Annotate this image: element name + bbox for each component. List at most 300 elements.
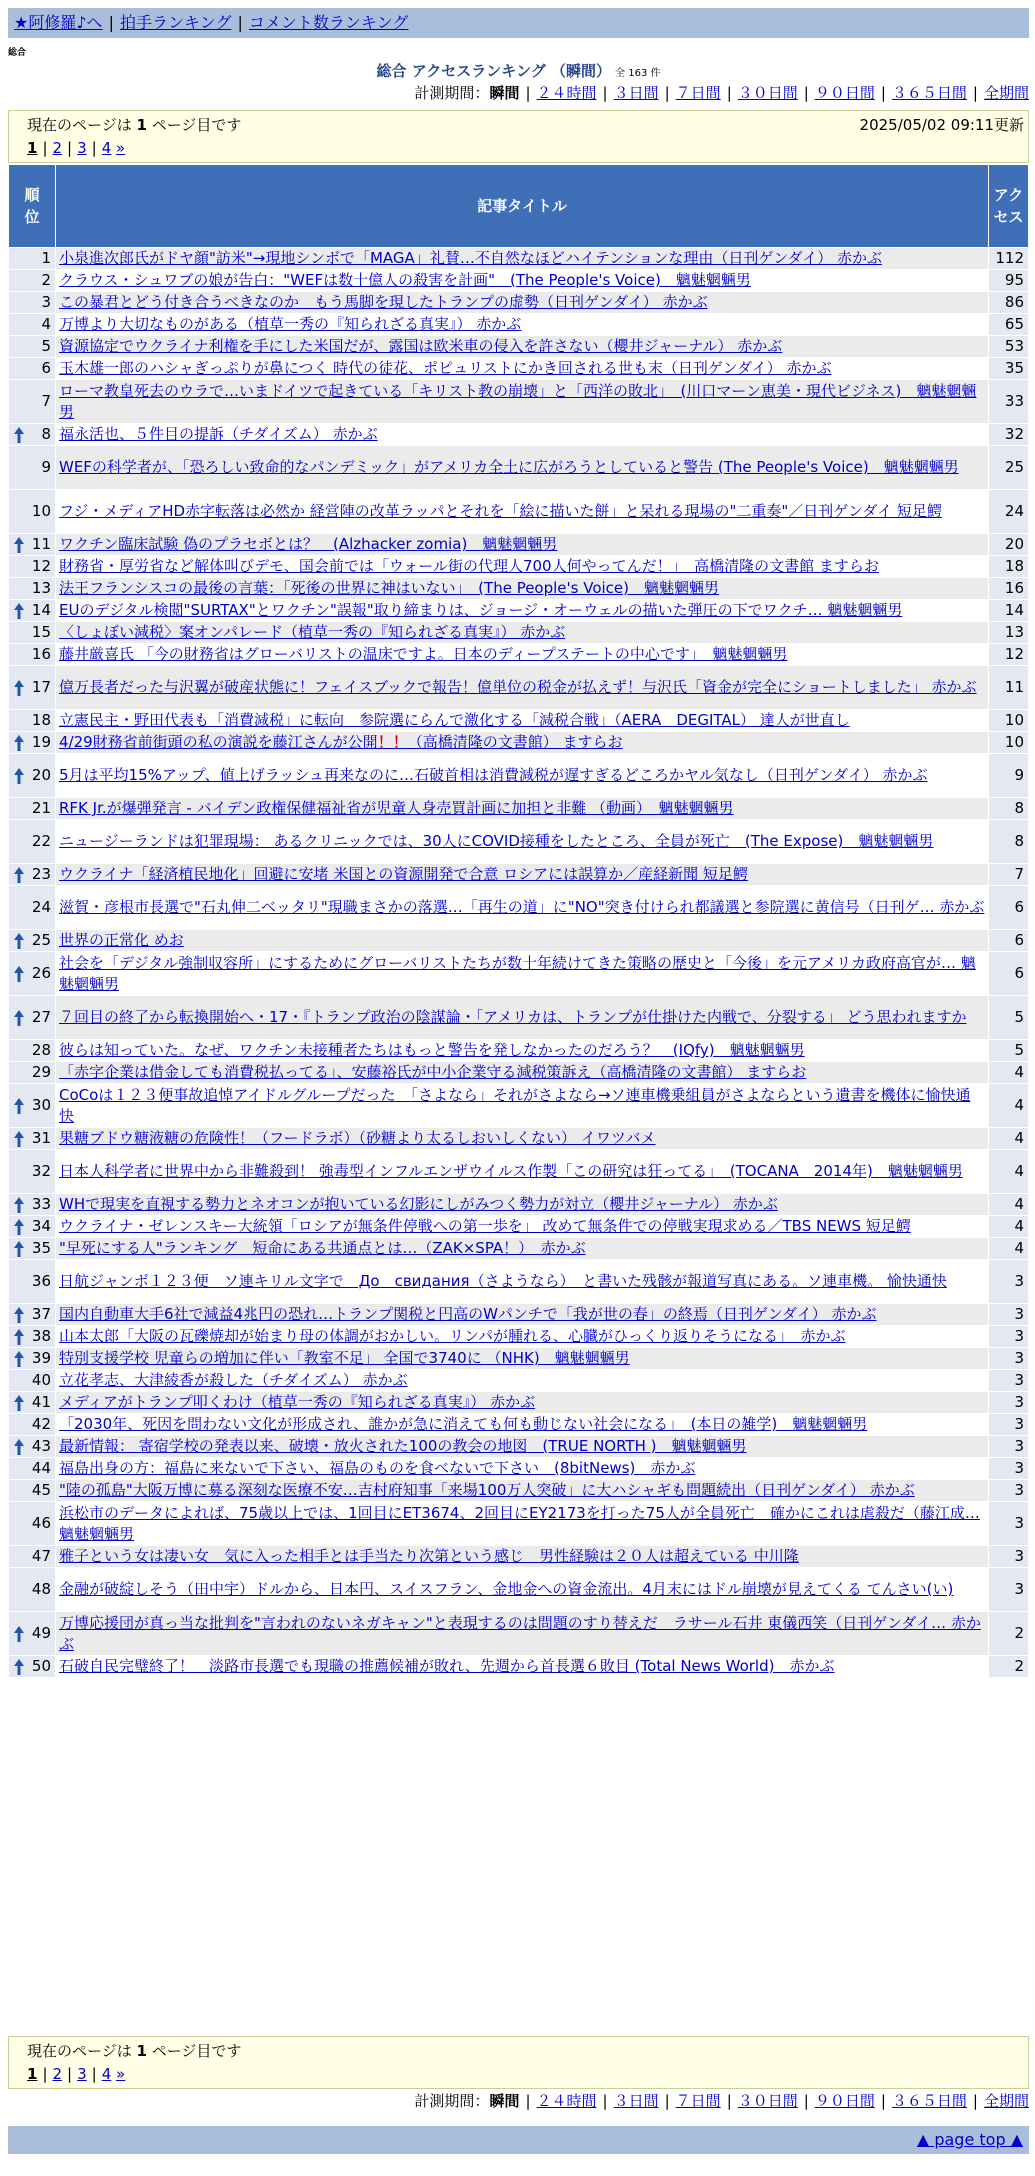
rank-number: 33: [31, 1195, 51, 1213]
access-count: 10: [989, 732, 1029, 754]
rank-cell: [9, 798, 56, 820]
rank-cell: [9, 1194, 56, 1216]
table-row: [9, 380, 1029, 424]
title-cell: [56, 1216, 989, 1238]
rank-cell: [9, 952, 56, 996]
rank-cell: [9, 622, 56, 644]
rank-number: 38: [31, 1327, 51, 1345]
access-count: 4: [989, 1084, 1029, 1128]
page-top-link[interactable]: ▲ page top ▲: [916, 2130, 1023, 2149]
rank-number: 40: [31, 1371, 51, 1389]
period-link-6[interactable]: ３６５日間: [891, 2092, 967, 2110]
divider: |: [91, 2065, 97, 2083]
article-link[interactable]: 滋賀・彦根市長選で"石丸伸二ベッタリ"現職まさかの落選…「再生の道」に"NO"突き付けられ都議選と参院選に黄信号（日刊ゲ… 赤かぶ: [59, 898, 985, 916]
article-link[interactable]: 国内自動車大手6社で減益4兆円の恐れ…トランプ関税と円高のWパンチで「我が世の春」の終焉（日刊ゲンダイ） 赤かぶ: [59, 1305, 877, 1323]
article-link[interactable]: 小泉進次郎氏がドヤ顔"訪米"→現地シンボで「MAGA」礼賛…不自然なほどハイテンションな理由（日刊ゲンダイ） 赤かぶ: [59, 249, 882, 267]
divider: |: [525, 84, 531, 102]
page-link-3[interactable]: 3: [77, 139, 87, 157]
next-page-link[interactable]: »: [116, 2065, 126, 2083]
rank-cell: [9, 864, 56, 886]
period-link-5[interactable]: ９０日間: [814, 2092, 875, 2110]
table-row: [9, 1062, 1029, 1084]
rank-cell: [9, 1348, 56, 1370]
article-link[interactable]: 〈しょぼい減税〉案オンパレード（植草一秀の『知られざる真実』） 赤かぶ: [59, 623, 566, 641]
access-count: 4: [989, 1194, 1029, 1216]
table-row: [9, 1084, 1029, 1128]
rank-up-arrow-icon: [14, 1131, 24, 1147]
article-link[interactable]: 万博より大切なものがある（植草一秀の『知られざる真実』） 赤かぶ: [59, 315, 522, 333]
rank-cell: [9, 1656, 56, 1678]
rank-cell: [9, 886, 56, 930]
table-row: [9, 1370, 1029, 1392]
access-count: 18: [989, 556, 1029, 578]
divider: |: [525, 2092, 531, 2110]
article-link[interactable]: 資源協定でウクライナ利権を手にした米国だが、露国は欧米車の侵入を許さない（櫻井ジャーナル） 赤かぶ: [59, 337, 783, 355]
period-label: 計測期間：: [414, 2092, 490, 2110]
page-link-1[interactable]: 1: [27, 2065, 38, 2083]
article-link[interactable]: EUのデジタル検閲"SURTAX"とワクチン"誤報"取り締まりは、ジョージ・オーウェルの描いた弾圧の下でワクチ… 魑魅魍魎男: [59, 601, 903, 619]
rank-number: 30: [31, 1096, 51, 1114]
access-count: 10: [989, 710, 1029, 732]
access-count: 4: [989, 1216, 1029, 1238]
period-current: 瞬間: [489, 84, 520, 102]
page-title: [8, 60, 1029, 82]
page-link-3[interactable]: 3: [77, 2065, 87, 2083]
title-cell: [56, 820, 989, 864]
divider: |: [664, 2092, 670, 2110]
rank-cell: [9, 820, 56, 864]
rank-number: 45: [31, 1481, 51, 1499]
access-count: 4: [989, 1238, 1029, 1260]
table-row: [9, 424, 1029, 446]
title-cell: [56, 1370, 989, 1392]
title-cell: [56, 1304, 989, 1326]
article-link[interactable]: CoCoは１２３便事故追悼アイドルグループだった 「さよなら」それがさよなら→ソ連車機乗組員がさよならという遺書を機体に愉快通快: [59, 1085, 971, 1125]
period-link-3[interactable]: ７日間: [675, 2092, 721, 2110]
rank-cell: [9, 248, 56, 270]
article-link[interactable]: クラウス・シュワブの娘が告白："WEFは数十億人の殺害を計画" (The People's Voice) 魑魅魍魎男: [59, 271, 751, 289]
rank-up-arrow-icon: [14, 1626, 24, 1642]
title-cell: [56, 336, 989, 358]
access-count: 6: [989, 930, 1029, 952]
title-cell: [56, 732, 989, 754]
rank-number: 21: [31, 799, 51, 817]
rank-cell: [9, 578, 56, 600]
access-count: 65: [989, 314, 1029, 336]
article-link[interactable]: ローマ教皇死去のウラで…いまドイツで起きている「キリスト教の崩壊」と「西洋の敗北」 (川口マーン恵美・現代ビジネス) 魑魅魍魎男: [59, 381, 977, 421]
rank-number: 20: [31, 766, 51, 784]
rank-cell: [9, 1326, 56, 1348]
page-status: 現在のページは 1 ページ目です: [27, 2042, 242, 2060]
table-row: [9, 1304, 1029, 1326]
next-page-link[interactable]: »: [116, 139, 126, 157]
table-row: [9, 336, 1029, 358]
rank-number: 7: [41, 392, 51, 410]
access-count: 2: [989, 1612, 1029, 1656]
access-count: 25: [989, 446, 1029, 490]
title-text: 総合 アクセスランキング （瞬間）: [376, 62, 612, 80]
rank-cell: [9, 380, 56, 424]
access-count: 3: [989, 1348, 1029, 1370]
rank-up-arrow-icon: [14, 427, 24, 443]
access-count: 3: [989, 1326, 1029, 1348]
rank-cell: [9, 1502, 56, 1546]
article-link[interactable]: 財務省・厚労省など解体叫びデモ、国会前では「ウォール街の代理人700人何やってんだ！」 高橋清隆の文書館 ますらお: [59, 557, 879, 575]
access-count: 4: [989, 1062, 1029, 1084]
article-link[interactable]: 果糖ブドウ糖液糖の危険性！（フードラボ）（砂糖より太るしおいしくない） イワツバメ: [59, 1129, 656, 1147]
article-link[interactable]: "早死にする人"ランキング 短命にある共通点とは…（ZAK×SPA！） 赤かぶ: [59, 1239, 586, 1257]
rank-up-arrow-icon: [14, 1329, 24, 1345]
rank-up-arrow-icon: [14, 735, 24, 751]
rank-cell: [9, 1546, 56, 1568]
article-link[interactable]: "陸の孤島"大阪万博に募る深刻な医療不安…吉村府知事「来場100万人突破」に大ハシャギも問題続出（日刊ゲンダイ） 赤かぶ: [59, 1481, 915, 1499]
table-row: [9, 952, 1029, 996]
table-row: [9, 270, 1029, 292]
table-row: [9, 1040, 1029, 1062]
period-link-1[interactable]: ２４時間: [536, 2092, 597, 2110]
period-link-2[interactable]: ３日間: [613, 2092, 659, 2110]
access-count: 13: [989, 622, 1029, 644]
access-count: 11: [989, 666, 1029, 710]
table-row: [9, 820, 1029, 864]
access-count: 95: [989, 270, 1029, 292]
divider: |: [67, 2065, 73, 2083]
rank-cell: [9, 1458, 56, 1480]
title-cell: [56, 1656, 989, 1678]
article-link[interactable]: 福永活也、５件目の提訴（チダイズム） 赤かぶ: [59, 425, 378, 443]
table-row: [9, 1458, 1029, 1480]
title-cell: [56, 930, 989, 952]
access-count: 3: [989, 1502, 1029, 1546]
rank-up-arrow-icon: [14, 1395, 24, 1411]
rank-cell: [9, 1392, 56, 1414]
rank-column-header: 順 位: [9, 165, 56, 248]
title-cell: [56, 292, 989, 314]
table-row: [9, 930, 1029, 952]
rank-up-arrow-icon: [14, 1197, 24, 1213]
access-count: 3: [989, 1370, 1029, 1392]
article-link[interactable]: ニュージーランドは犯罪現場： あるクリニックでは、30人にCOVID接種をしたところ、全員が死亡 (The Expose) 魑魅魍魎男: [59, 832, 934, 850]
rank-cell: [9, 1370, 56, 1392]
article-link[interactable]: 玉木雄一郎のハシャぎっぷりが鼻につく 時代の徒花、ポピュリストにかき回される世も末（日刊ゲンダイ） 赤かぶ: [59, 359, 832, 377]
title-cell: [56, 666, 989, 710]
rank-up-arrow-icon: [14, 933, 24, 949]
article-link[interactable]: ワクチン臨床試験 偽のプラセボとは？ (Alzhacker zomia) 魑魅魍魎男: [59, 535, 558, 553]
article-link[interactable]: 「2030年、死因を問わない文化が形成され、誰かが急に消えても何も動じない社会になる」 (本日の雑学) 魑魅魍魎男: [59, 1415, 868, 1433]
table-row: [9, 864, 1029, 886]
article-link[interactable]: 彼らは知っていた。なぜ、ワクチン未接種者たちはもっと警告を発しなかったのだろう？ (IQfy) 魑魅魍魎男: [59, 1041, 805, 1059]
period-link-6[interactable]: ３６５日間: [891, 84, 967, 102]
rank-number: 39: [31, 1349, 51, 1367]
rank-number: 47: [31, 1547, 51, 1565]
article-link[interactable]: 浜松市のデータによれば、75歳以上では、1回目にET3674、2回目にEY2173を打った75人が全員死亡 確かにこれは虐殺だ（藤江成… 魑魅魍魎男: [59, 1503, 980, 1543]
period-link-5[interactable]: ９０日間: [814, 84, 875, 102]
article-link[interactable]: 立花孝志、大津綾香が殺した（チダイズム） 赤かぶ: [59, 1371, 408, 1389]
title-cell: [56, 446, 989, 490]
rank-cell: [9, 292, 56, 314]
rank-up-arrow-icon: [14, 603, 24, 619]
rank-number: 5: [41, 337, 51, 355]
access-count: 4: [989, 1150, 1029, 1194]
article-link[interactable]: 立憲民主・野田代表も「消費減税」に転向 参院選にらんで激化する「減税合戦」（AERA DEGITAL） 達人が世直し: [59, 711, 850, 729]
title-cell: [56, 314, 989, 336]
divider: |: [972, 84, 978, 102]
rank-number: 43: [31, 1437, 51, 1455]
page-link-4[interactable]: 4: [101, 139, 112, 157]
article-link[interactable]: この暴君とどう付き合うべきなのか もう馬脚を現したトランプの虚勢（日刊ゲンダイ） 赤かぶ: [59, 293, 708, 311]
rank-up-arrow-icon: [14, 966, 24, 982]
period-link-4[interactable]: ３０日間: [737, 84, 798, 102]
title-cell: [56, 1414, 989, 1436]
article-link[interactable]: 社会を「デジタル強制収容所」にするためにグローバリストたちが数十年続けてきた策略の歴史と「今後」を元アメリカ政府高官が… 魑魅魍魎男: [59, 953, 976, 993]
article-link[interactable]: 金融が破綻しそう（田中宇）ドルから、日本円、スイスフラン、金地金への資金流出。4月末にはドル崩壊が見えてくる てんさい(い): [59, 1580, 954, 1598]
article-link[interactable]: ウクライナ・ゼレンスキー大統領「ロシアが無条件停戦への第一歩を」 改めて無条件での停戦実現求める／TBS NEWS 短足鰐: [59, 1217, 911, 1235]
divider: |: [108, 13, 114, 32]
comment-ranking-link[interactable]: コメント数ランキング: [248, 13, 409, 32]
title-cell: [56, 754, 989, 798]
rank-number: 15: [31, 623, 51, 641]
rank-number: 16: [31, 645, 51, 663]
rank-number: 36: [31, 1272, 51, 1290]
page-link-2[interactable]: 2: [52, 2065, 63, 2083]
rank-cell: [9, 644, 56, 666]
table-row: [9, 446, 1029, 490]
rank-number: 28: [31, 1041, 51, 1059]
rank-number: 11: [31, 535, 51, 553]
clap-ranking-link[interactable]: 拍手ランキング: [119, 13, 232, 32]
table-row: [9, 1436, 1029, 1458]
rank-number: 27: [31, 1008, 51, 1026]
title-cell: [56, 600, 989, 622]
access-count: 7: [989, 864, 1029, 886]
rank-cell: [9, 1260, 56, 1304]
rank-up-arrow-icon: [14, 1241, 24, 1257]
access-count: 3: [989, 1392, 1029, 1414]
table-row: [9, 886, 1029, 930]
article-link[interactable]: メディアがトランプ叩くわけ（植草一秀の『知られざる真実』） 赤かぶ: [59, 1393, 536, 1411]
access-count: 3: [989, 1304, 1029, 1326]
pagination: [27, 2063, 1010, 2085]
table-row: [9, 248, 1029, 270]
access-count: 3: [989, 1546, 1029, 1568]
article-link[interactable]: 日航ジャンボ１２３便 ソ連キリル文字で До свидания（さようなら） と書いた残骸が報道写真にある。ソ連車機。 愉快通快: [59, 1272, 947, 1290]
divider: |: [42, 139, 48, 157]
access-count: 112: [989, 248, 1029, 270]
access-count: 3: [989, 1436, 1029, 1458]
divider: |: [67, 139, 73, 157]
table-row: [9, 1612, 1029, 1656]
title-cell: [56, 1502, 989, 1546]
article-link[interactable]: 億万長者だった与沢翼が破産状態に！フェイスブックで報告！億単位の税金が払えず！与沢氏「資金が完全にショートしました」 赤かぶ: [59, 678, 977, 696]
article-link[interactable]: 福島出身の方：福島に来ないで下さい、福島のものを食べないで下さい (8bitNews) 赤かぶ: [59, 1459, 696, 1477]
title-cell: [56, 1062, 989, 1084]
period-link-4[interactable]: ３０日間: [737, 2092, 798, 2110]
rank-number: 44: [31, 1459, 51, 1477]
table-row: [9, 1502, 1029, 1546]
rank-number: 32: [31, 1162, 51, 1180]
access-count: 8: [989, 820, 1029, 864]
title-cell: [56, 1480, 989, 1502]
access-count: 5: [989, 1040, 1029, 1062]
title-cell: [56, 996, 989, 1040]
title-column-header: 記事タイトル: [56, 165, 989, 248]
title-cell: [56, 380, 989, 424]
article-link[interactable]: ウクライナ「経済植民地化」回避に安堵 米国との資源開発で合意 ロシアには誤算か／産経新聞 短足鰐: [59, 865, 748, 883]
rank-number: 18: [31, 711, 51, 729]
article-link[interactable]: 「赤字企業は借金しても消費税払ってる」、安藤裕氏が中小企業守る減税策訴え（高橋清隆の文書館） ますらお: [59, 1063, 807, 1081]
rank-number: 41: [31, 1393, 51, 1411]
article-link[interactable]: 特別支援学校 児童らの増加に伴い「教室不足」 全国で3740に （NHK) 魑魅魍魎男: [59, 1349, 630, 1367]
title-cell: [56, 1326, 989, 1348]
rank-number: 34: [31, 1217, 51, 1235]
article-link[interactable]: 雅子という女は凄い女 気に入った相手とは手当たり次第という感じ 男性経験は２０人は超えている 中川隆: [59, 1547, 799, 1565]
title-cell: [56, 1084, 989, 1128]
table-row: [9, 754, 1029, 798]
period-selector: [8, 82, 1029, 104]
title-cell: [56, 1568, 989, 1612]
rank-cell: [9, 1084, 56, 1128]
rank-cell: [9, 996, 56, 1040]
page-link-2[interactable]: 2: [52, 139, 63, 157]
title-cell: [56, 644, 989, 666]
table-row: [9, 600, 1029, 622]
article-link[interactable]: 世界の正常化 めお: [59, 931, 184, 949]
table-row: [9, 1546, 1029, 1568]
access-count: 2: [989, 1656, 1029, 1678]
rank-cell: [9, 666, 56, 710]
rank-number: 2: [41, 271, 51, 289]
rank-cell: [9, 1612, 56, 1656]
access-count: 86: [989, 292, 1029, 314]
access-count: 4: [989, 1128, 1029, 1150]
article-link[interactable]: 日本人科学者に世界中から非難殺到！ 強毒型インフルエンザウイルス作製「この研究は狂ってる」 (TOCANA 2014年) 魑魅魍魎男: [59, 1162, 963, 1180]
home-link[interactable]: ★阿修羅♪へ: [14, 13, 103, 32]
divider: |: [237, 13, 243, 32]
section-label: 総合: [8, 48, 27, 58]
page-link-1[interactable]: 1: [27, 139, 38, 157]
divider: |: [880, 84, 886, 102]
article-link[interactable]: フジ・メディアHD赤字転落は必然か 経営陣の改革ラッパとそれを「絵に描いた餅」と呆れる現場の"二重奏"／日刊ゲンダイ 短足鰐: [59, 502, 942, 520]
period-link-7[interactable]: 全期間: [983, 84, 1029, 102]
rank-up-arrow-icon: [14, 537, 24, 553]
rank-up-arrow-icon: [14, 680, 24, 696]
period-link-1[interactable]: ２４時間: [536, 84, 597, 102]
period-selector-bottom: [8, 2090, 1029, 2112]
rank-number: 6: [41, 359, 51, 377]
title-cell: [56, 270, 989, 292]
article-link[interactable]: WHで現実を直視する勢力とネオコンが抱いている幻影にしがみつく勢力が対立（櫻井ジャーナル） 赤かぶ: [59, 1195, 778, 1213]
table-row: [9, 1568, 1029, 1612]
article-link[interactable]: 万博応援団が真っ当な批判を"言われのないネガキャン"と表現するのは問題のすり替えだ ラサール石井 東儀西笑（日刊ゲンダイ… 赤かぶ: [59, 1613, 981, 1653]
divider: |: [664, 84, 670, 102]
table-row: [9, 996, 1029, 1040]
period-link-7[interactable]: 全期間: [983, 2092, 1029, 2110]
article-link[interactable]: 藤井厳喜氏 「今の財務省はグローバリストの温床ですよ。日本のディープステートの中心です」 魑魅魍魎男: [59, 645, 788, 663]
title-cell: [56, 1348, 989, 1370]
article-link[interactable]: ７回目の終了から転換開始へ・17・『トランプ政治の陰謀論・「アメリカは、トランプが仕掛けた内戦で、分裂する」 どう思われますか: [59, 1008, 967, 1026]
rank-number: 24: [31, 898, 51, 916]
page-status: 現在のページは 1 ページ目です: [27, 116, 242, 134]
article-link[interactable]: 最新情報： 寄宿学校の発表以来、破壊・放火された100の教会の地図 (TRUE NORTH ) 魑魅魍魎男: [59, 1437, 747, 1455]
rank-number: 12: [31, 557, 51, 575]
rank-number: 42: [31, 1415, 51, 1433]
rank-up-arrow-icon: [14, 768, 24, 784]
article-link[interactable]: 山本太郎「大阪の瓦礫焼却が始まり母の体調がおかしい。リンパが腫れる、心臓がひっくり返りそうになる」 赤かぶ: [59, 1327, 846, 1345]
divider: |: [602, 2092, 608, 2110]
table-row: [9, 644, 1029, 666]
period-link-2[interactable]: ３日間: [613, 84, 659, 102]
rank-cell: [9, 1436, 56, 1458]
article-link[interactable]: 法王フランシスコの最後の言葉：「死後の世界に神はいない」 (The People's Voice) 魑魅魍魎男: [59, 579, 720, 597]
access-count: 20: [989, 534, 1029, 556]
table-row: [9, 798, 1029, 820]
rank-number: 8: [41, 425, 51, 443]
rank-number: 31: [31, 1129, 51, 1147]
article-link[interactable]: 4/29財務省前街頭の私の演説を藤江さんが公開！！（高橋清隆の文書館） ますらお: [59, 733, 623, 751]
rank-cell: [9, 314, 56, 336]
page-info-top: [8, 110, 1029, 163]
rank-number: 1: [41, 249, 51, 267]
access-count: 24: [989, 490, 1029, 534]
title-cell: [56, 556, 989, 578]
rank-cell: [9, 754, 56, 798]
title-cell: [56, 1546, 989, 1568]
rank-cell: [9, 270, 56, 292]
pagination: [27, 137, 1010, 159]
access-count: 3: [989, 1480, 1029, 1502]
bottom-bar: [8, 2126, 1029, 2154]
article-link[interactable]: WEFの科学者が、「恐ろしい致命的なパンデミック」がアメリカ全土に広がろうとしていると警告 (The People's Voice) 魑魅魍魎男: [59, 458, 959, 476]
table-row: [9, 710, 1029, 732]
rank-number: 26: [31, 964, 51, 982]
article-link[interactable]: 5月は平均15%アップ、値上げラッシュ再来なのに…石破首相は消費減税が遅すぎるどころかヤル気なし（日刊ゲンダイ） 赤かぶ: [59, 766, 928, 784]
title-cell: [56, 1612, 989, 1656]
table-row: [9, 1480, 1029, 1502]
title-cell: [56, 490, 989, 534]
page-link-4[interactable]: 4: [101, 2065, 112, 2083]
period-label: 計測期間：: [414, 84, 490, 102]
rank-cell: [9, 1040, 56, 1062]
access-count: 3: [989, 1458, 1029, 1480]
title-cell: [56, 1260, 989, 1304]
rank-cell: [9, 534, 56, 556]
table-row: [9, 556, 1029, 578]
rank-number: 49: [31, 1624, 51, 1642]
rank-number: 22: [31, 832, 51, 850]
rank-up-arrow-icon: [14, 1659, 24, 1675]
article-link[interactable]: RFK Jr.が爆弾発言 - バイデン政権保健福祉省が児童人身売買計画に加担と非難 （動画） 魑魅魍魎男: [59, 799, 734, 817]
access-count: 12: [989, 644, 1029, 666]
top-nav-bar: [8, 8, 1029, 38]
rank-up-arrow-icon: [14, 1439, 24, 1455]
period-link-3[interactable]: ７日間: [675, 84, 721, 102]
rank-cell: [9, 1568, 56, 1612]
rank-number: 25: [31, 931, 51, 949]
title-cell: [56, 952, 989, 996]
table-row: [9, 1260, 1029, 1304]
article-link[interactable]: 石破自民完璧終了！ 淡路市長選でも現職の推薦候補が敗れ、先週から首長選６敗目 (Total News World) 赤かぶ: [59, 1657, 835, 1675]
table-row: [9, 1656, 1029, 1678]
table-row: [9, 1216, 1029, 1238]
table-row: [9, 1194, 1029, 1216]
access-count: 16: [989, 578, 1029, 600]
rank-number: 46: [31, 1514, 51, 1532]
rank-cell: [9, 930, 56, 952]
access-count: 35: [989, 358, 1029, 380]
rank-number: 10: [31, 502, 51, 520]
rank-up-arrow-icon: [14, 1219, 24, 1235]
rank-up-arrow-icon: [14, 1351, 24, 1367]
